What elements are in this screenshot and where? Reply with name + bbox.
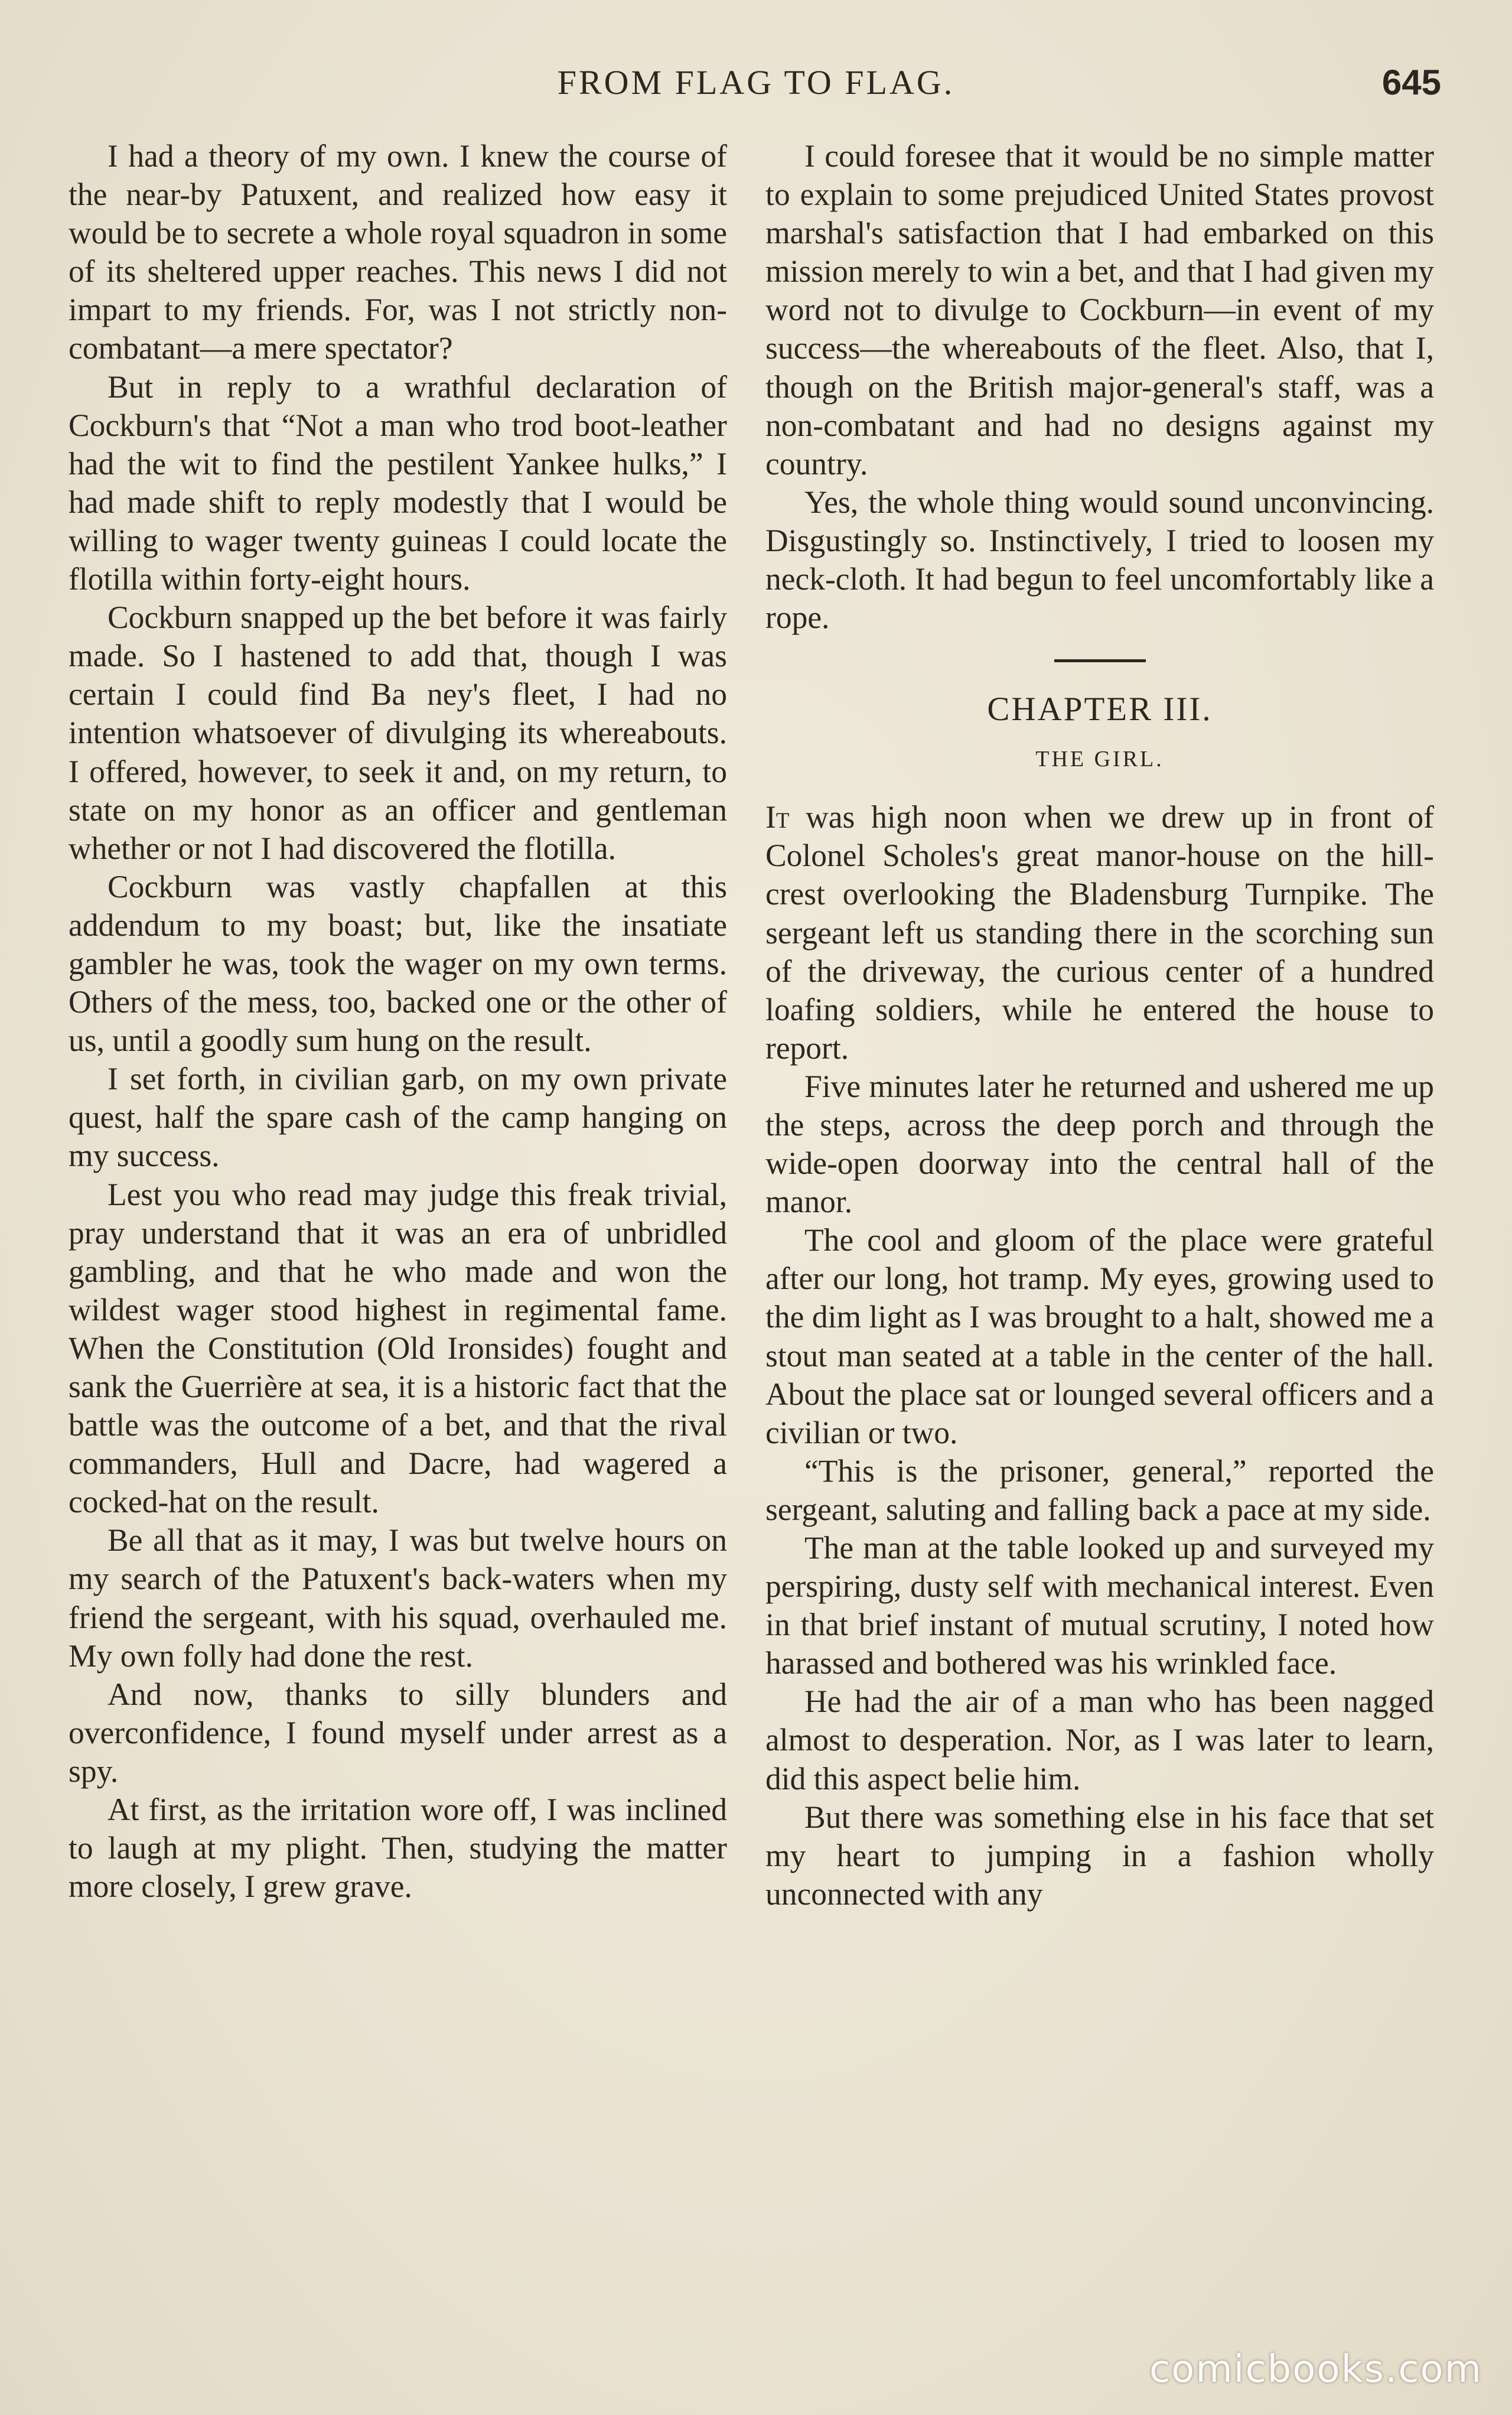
page-number: 645: [1381, 63, 1441, 102]
paragraph: At first, as the irritation wore off, I was inclined to laugh at my plight. Then, studying the matter more closely, I grew grave.: [69, 1792, 727, 1905]
opening-word: It: [765, 799, 790, 835]
paragraph: The cool and gloom of the place were grateful after our long, hot tramp. My eyes, growing used to the dim light as I was brought to a halt, showed me a stout man seated at a table in the center of the hall. About the place sat or lounged several officers and a civilian or two.: [765, 1222, 1434, 1450]
section-divider: [1054, 659, 1146, 662]
paragraph: Yes, the whole thing would sound unconvincing. Disgustingly so. Instinctively, I tried to loosen my neck-cloth. It had begun to feel uncomfortably like a rope.: [765, 484, 1434, 636]
watermark: comicbooks.com: [1149, 2348, 1482, 2391]
paragraph: Cockburn snapped up the bet before it was fairly made. So I hastened to add that, though I was certain I could find Ba ney's fleet, I had no intention whatsoever of divulging its whereabouts. I offered, however, to seek it and, on my return, to state on my honor as an officer and gentleman whether or not I had discovered the flotilla.: [69, 600, 727, 866]
paragraph: He had the air of a man who has been nagged almost to desperation. Nor, as I was later to learn, did this aspect belie him.: [765, 1684, 1434, 1796]
paragraph: Five minutes later he returned and ushered me up the steps, across the deep porch and through the wide-open doorway into the central hall of the manor.: [765, 1068, 1434, 1220]
paragraph: But there was something else in his face that set my heart to jumping in a fashion wholly unconnected with any: [765, 1799, 1434, 1912]
running-title: FROM FLAG TO FLAG.: [557, 63, 955, 102]
paragraph: And now, thanks to silly blunders and overconfidence, I found myself under arrest as a spy.: [69, 1676, 727, 1789]
running-head: [0, 59, 1512, 106]
chapter-opening-paragraph: [765, 798, 1434, 1067]
paragraph: Be all that as it may, I was but twelve hours on my search of the Patuxent's back-waters when my friend the sergeant, with his squad, overhauled me. My own folly had done the rest.: [69, 1522, 727, 1674]
opening-paragraph-text: was high noon when we drew up in front of Colonel Scholes's great manor-house on the hill-crest overlooking the Bladensburg Turnpike. The sergeant left us standing there in the scorching sun of the driveway, the curious center of a hundred loafing soldiers, while he entered the house to report.: [765, 799, 1434, 1066]
paragraph: I had a theory of my own. I knew the course of the near-by Patuxent, and realized how easy it would be to secrete a whole royal squadron in some of its sheltered upper reaches. This news I did not impart to my friends. For, was I not strictly non-combatant—a mere spectator?: [69, 138, 727, 366]
paragraph: “This is the prisoner, general,” reported the sergeant, saluting and falling back a pace at my side.: [765, 1453, 1434, 1527]
left-column: [69, 137, 727, 1906]
chapter-subtitle: THE GIRL.: [1035, 747, 1164, 772]
paragraph: I set forth, in civilian garb, on my own private quest, half the spare cash of the camp hanging on my success.: [69, 1061, 727, 1174]
paragraph: Cockburn was vastly chapfallen at this addendum to my boast; but, like the insatiate gambler he was, took the wager on my own terms. Others of the mess, too, backed one or the other of us, until a goodly sum hung on the result.: [69, 868, 727, 1059]
right-column: [765, 137, 1434, 1913]
paragraph: I could foresee that it would be no simple matter to explain to some prejudiced United States provost marshal's satisfaction that I had embarked on this mission merely to win a bet, and that I had given my word not to divulge to Cockburn—in event of my success—the whereabouts of the fleet. Also, that I, though on the British major-general's staff, was a non-combatant and had no designs against my country.: [765, 138, 1434, 481]
paragraph: The man at the table looked up and surveyed my perspiring, dusty self with mechanical interest. Even in that brief instant of mutual scrutiny, I noted how harassed and bothered was his wrinkled face.: [765, 1530, 1434, 1681]
paragraph: But in reply to a wrathful declaration of Cockburn's that “Not a man who trod boot-leather had the wit to find the pestilent Yankee hulks,” I had made shift to reply modestly that I would be willing to wager twenty guineas I could locate the flotilla within forty-eight hours.: [69, 369, 727, 597]
paragraph: Lest you who read may judge this freak trivial, pray understand that it was an era of unbridled gambling, and that he who made and won the wildest wager stood highest in regimental fame. When the Constitution (Old Ironsides) fought and sank the Guerrière at sea, it is a historic fact that the battle was the outcome of a bet, and that the rival commanders, Hull and Dacre, had wagered a cocked-hat on the result.: [69, 1176, 727, 1520]
chapter-heading: CHAPTER III.: [987, 691, 1213, 728]
